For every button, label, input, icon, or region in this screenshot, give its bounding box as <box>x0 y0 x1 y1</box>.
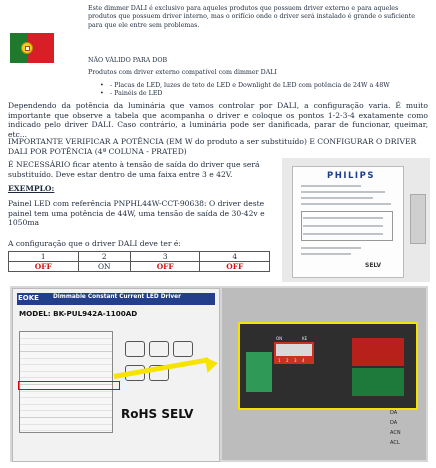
table-cell: OFF <box>9 262 79 272</box>
list-item: • - Placas de LED, luzes de teto de LED e Downlight de LED com potência de 24W a 48W <box>100 82 390 90</box>
table-header-cell: 2 <box>78 252 130 262</box>
philips-driver-photo <box>282 158 430 282</box>
highlighted-setting-row <box>18 381 120 390</box>
table-row <box>9 252 270 262</box>
table-cell: ON <box>78 262 130 272</box>
necessary-paragraph: É NECESSÁRIO ficar atento à tensão de saída do driver que será substituído. Deve estar dentro de uma faixa entre 3 e 42V. <box>8 160 260 179</box>
terminal-label: DA <box>390 420 398 426</box>
driver-label <box>292 166 404 278</box>
dali-dimmer-board <box>222 288 426 460</box>
terminal-label: ACN <box>390 430 401 436</box>
selv-text: SELV <box>365 262 382 269</box>
rohs-selv-text: RoHS SELV <box>121 407 194 421</box>
list-item: • - Painéis de LED <box>100 90 390 98</box>
switch-label: 1 <box>278 358 281 363</box>
terminal-clip <box>410 194 426 244</box>
green-connector <box>352 368 404 396</box>
example-heading: EXEMPLO: <box>8 184 55 193</box>
eoke-logo: EOKE <box>18 294 39 302</box>
table-cell: OFF <box>200 262 270 272</box>
switch-label: KE <box>302 336 308 341</box>
switch-label: 4 <box>302 358 305 363</box>
certification-icon <box>149 341 169 357</box>
flag-emblem-icon <box>21 42 33 54</box>
dip-switch-zoom <box>238 322 418 410</box>
switch-label: ON <box>276 336 283 341</box>
compatible-products-heading: Produtos com driver externo compatível com dimmer DALI <box>88 69 277 76</box>
not-valid-note: NÃO VÁLIDO PARA DOB <box>88 57 168 64</box>
portugal-flag-icon <box>10 33 54 63</box>
compatible-products-list <box>100 82 390 99</box>
switch-config-table <box>8 251 270 272</box>
yellow-arrow-head <box>205 355 220 373</box>
table-header-cell: 1 <box>9 252 79 262</box>
config-paragraph: A configuração que o driver DALI deve ter é: <box>8 239 181 248</box>
important-paragraph: IMPORTANTE VERIFICAR A POTÊNCIA (EM W do produto a ser substituído) E CONFIGURAR O DRIVER DALI POR POTÊNCIA (4ª COLUNA - PRATED) <box>8 137 417 156</box>
green-terminal <box>246 352 272 392</box>
philips-brand-text: PHILIPS <box>327 171 375 181</box>
table-header-cell: 3 <box>130 252 200 262</box>
table-cell: OFF <box>130 262 200 272</box>
dip-switch-levers <box>276 344 312 356</box>
table-header-cell: 4 <box>200 252 270 262</box>
switch-label: 3 <box>294 358 297 363</box>
driver-dimmer-photo <box>10 286 428 462</box>
terminal-label: DA <box>390 410 398 416</box>
panel-paragraph: Painel LED com referência PNPHL44W-CCT-90638: O driver deste painel tem uma potência de 44W, uma tensão de saída de 30-42v e 1050ma <box>8 199 265 228</box>
red-connector <box>352 338 404 366</box>
certification-icon <box>125 341 145 357</box>
driver-model: MODEL: BK-PUL942A-1100AD <box>19 309 138 318</box>
switch-label: 2 <box>286 358 289 363</box>
driver-title: Dimmable Constant Current LED Driver <box>53 294 181 300</box>
certification-icon <box>173 341 193 357</box>
intro-paragraph: Este dimmer DALI é exclusivo para aqueles produtos que possuem driver externo e para aqueles produtos que possuem driver interno, mas o orifício onde o driver será instalado é grande o suficiente para que ele entre sem problemas. <box>88 5 415 29</box>
table-row <box>9 262 270 272</box>
terminal-label: ACL <box>390 440 400 446</box>
depends-paragraph: Dependendo da potência da luminária que vamos controlar por DALI, a configuração varia. É muito importante que observe a tabela que acompanha o driver e coloque os pontos 1-2-3-4 exatamente como indicado pelo driver DALI. Caso contrário, a luminária pode ser danificada, parar de funcionar, queimar, etc... <box>8 101 428 139</box>
